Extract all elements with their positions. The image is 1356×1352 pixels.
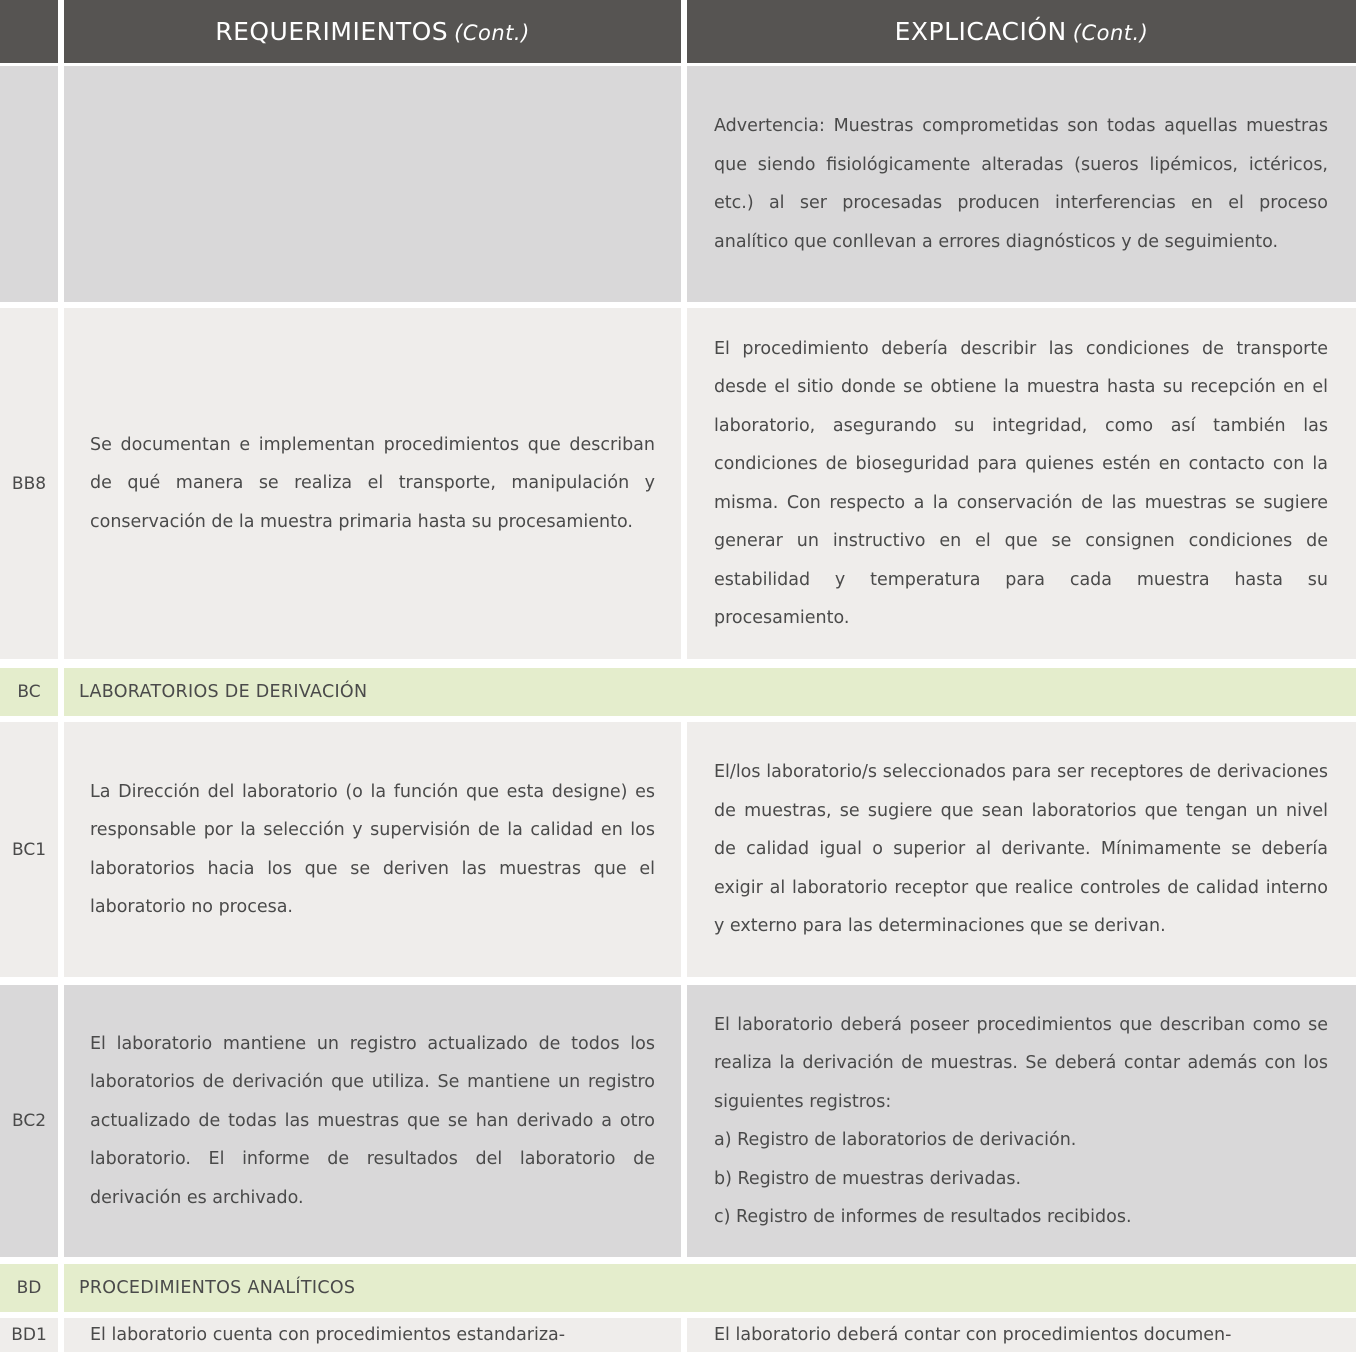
requirement-text: La Dirección del laboratorio (o la función que esta designe) es responsable por la selección y supervisión de la calidad en los laboratorios hacia los que se deriven las muestras que el laboratorio no procesa. (90, 781, 655, 917)
section-code: BC (0, 668, 58, 716)
explanation-text: El procedimiento debería describir las condiciones de transporte desde el sitio donde se obtiene la muestra hasta su recepción en el laboratorio, asegurando su integridad, como así también las condiciones de bioseguridad para quienes estén en contacto con la misma. Con respecto a la conservación de las muestras se sugiere generar un instructivo en el que se consignen condiciones de estabilidad y temperatura para cada muestra hasta su procesamiento. (714, 338, 1328, 628)
requirement-cell (64, 1318, 681, 1352)
requirement-cell (64, 985, 681, 1257)
header-req-suffix: (Cont.) (454, 21, 530, 45)
header-code-cell (0, 0, 58, 63)
section-row (0, 668, 1356, 716)
header-explicacion (687, 0, 1356, 63)
section-title: LABORATORIOS DE DERIVACIÓN (64, 668, 1356, 716)
explanation-cell (687, 66, 1356, 302)
table-row (0, 66, 1356, 302)
table-header (0, 0, 1356, 63)
section-row (0, 1264, 1356, 1312)
row-code (0, 66, 58, 302)
requirement-cell (64, 308, 681, 659)
table-row (0, 1318, 1356, 1352)
requirement-text: Se documentan e implementan procedimientos que describan de qué manera se realiza el transporte, manipulación y conservación de la muestra primaria hasta su procesamiento. (90, 434, 655, 532)
explanation-text: El/los laboratorio/s seleccionados para ser receptores de derivaciones de muestras, se sugiere que sean laboratorios que tengan un nivel de calidad igual o superior al derivante. Mínimamente se debería exigir al laboratorio receptor que realice controles de calidad interno y externo para las determinaciones que se derivan. (714, 762, 1328, 937)
explanation-cell (687, 722, 1356, 977)
requirement-cell (64, 66, 681, 302)
explanation-intro: El laboratorio deberá poseer procedimientos que describan como se realiza la derivación de muestras. Se deberá contar además con los siguientes registros: (714, 1014, 1328, 1112)
row-code: BC2 (0, 985, 58, 1257)
row-code: BD1 (0, 1318, 58, 1352)
header-requerimientos (64, 0, 681, 63)
explanation-cell (687, 985, 1356, 1257)
header-exp-suffix: (Cont.) (1072, 21, 1149, 45)
header-exp-title: EXPLICACIÓN (894, 17, 1067, 46)
row-code: BC1 (0, 722, 58, 977)
explanation-cell (687, 308, 1356, 659)
requirement-cell (64, 722, 681, 977)
requirement-text: El laboratorio cuenta con procedimientos estandariza- (90, 1325, 566, 1345)
explanation-text: El laboratorio deberá contar con procedimientos documen- (714, 1325, 1232, 1345)
explanation-cell (687, 1318, 1356, 1352)
row-code: BB8 (0, 308, 58, 659)
section-code: BD (0, 1264, 58, 1312)
explanation-list-item: b) Registro de muestras derivadas. (714, 1168, 1022, 1189)
explanation-list-item: a) Registro de laboratorios de derivación. (714, 1130, 1077, 1150)
requirement-text: El laboratorio mantiene un registro actualizado de todos los laboratorios de derivación que utiliza. Se mantiene un registro actualizado de todas las muestras que se han derivado a otro laboratorio. El informe de resultados del laboratorio de derivación es archivado. (90, 1033, 655, 1208)
table-row (0, 722, 1356, 977)
header-req-title: REQUERIMIENTOS (215, 17, 449, 46)
explanation-list-item: c) Registro de informes de resultados recibidos. (714, 1207, 1132, 1227)
section-title: PROCEDIMIENTOS ANALÍTICOS (64, 1264, 1356, 1312)
explanation-text: Advertencia: Muestras comprometidas son todas aquellas muestras que siendo fisiológicamente alteradas (sueros lipémicos, ictéricos, etc.) al ser procesadas producen interferencias en el proceso analítico que conllevan a errores diagnósticos y de seguimiento. (714, 116, 1328, 252)
table-row (0, 985, 1356, 1257)
table-row (0, 308, 1356, 659)
